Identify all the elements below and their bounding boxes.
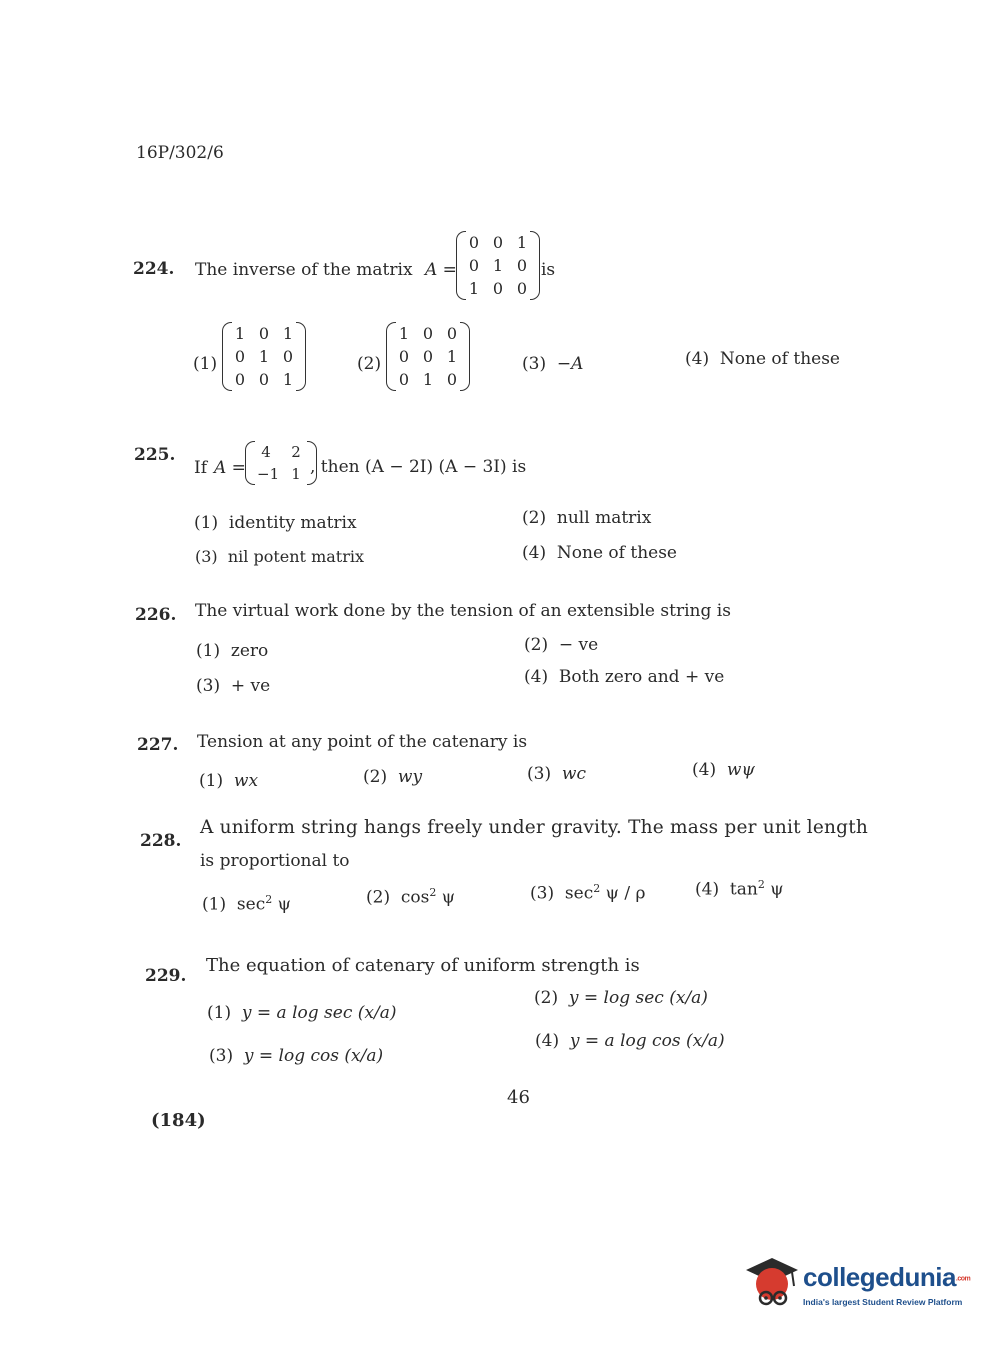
question-number: 225. — [134, 445, 176, 465]
option-3: (3) −A — [522, 354, 584, 374]
option-1: (1) y = a log sec (x/a) — [207, 1003, 397, 1023]
matrix-a: 4 2 −1 1 — [245, 441, 317, 485]
question-prefix: If — [194, 458, 208, 478]
option-1: (1) $\sec^2 \psi$ — [202, 893, 291, 915]
question-suffix: is — [541, 260, 556, 280]
option-1: (1) zero — [196, 641, 269, 661]
option-label: (1) — [193, 354, 218, 374]
option-2: (2) y = log sec (x/a) — [534, 988, 708, 1008]
option-4: (4) y = a log cos (x/a) — [535, 1031, 725, 1051]
option-1: (1) identity matrix — [194, 513, 357, 533]
matrix-lhs: A = — [425, 260, 457, 280]
logo-brand: collegedunia.com — [803, 1262, 971, 1292]
option-label: (2) — [357, 354, 382, 374]
question-stem-line-1: A uniform string hangs freely under gravity. The mass per unit length — [200, 817, 868, 838]
page-number: 46 — [507, 1087, 530, 1108]
option-4: (4) None of these — [522, 543, 677, 563]
option-4: (4) wψ — [692, 760, 755, 780]
booklet-code: (184) — [151, 1110, 206, 1131]
question-stem-line-2: is proportional to — [200, 851, 350, 871]
question-number: 226. — [135, 605, 177, 625]
option-2: (2) wy — [363, 767, 423, 787]
option-2: (2) − ve — [524, 635, 599, 655]
option-3: (3) $\sec^2 \psi$ / ρ — [530, 882, 646, 904]
matrix-a: 0 0 1 0 1 0 1 0 0 — [456, 231, 540, 300]
option-3: (3) y = log cos (x/a) — [209, 1046, 384, 1066]
question-number: 229. — [145, 966, 187, 986]
question-number: 224. — [133, 259, 175, 279]
question-number: 228. — [140, 831, 182, 851]
question-stem: The equation of catenary of uniform strength is — [206, 955, 640, 976]
paper-code: 16P/302/6 — [136, 143, 224, 163]
question-stem: Tension at any point of the catenary is — [197, 732, 528, 752]
question-stem: The inverse of the matrix — [195, 260, 413, 280]
question-number: 227. — [137, 735, 179, 755]
option-2: (2) $\cos^2 \psi$ — [366, 886, 456, 908]
question-stem: The virtual work done by the tension of an extensible string is — [195, 601, 731, 621]
option-4: (4) Both zero and + ve — [524, 667, 725, 687]
option-3: (3) + ve — [196, 676, 271, 696]
option-3: (3) nil potent matrix — [195, 547, 364, 566]
collegedunia-logo-icon — [742, 1252, 802, 1312]
matrix-lhs: A = — [214, 458, 246, 478]
option-4: (4) $\tan^2 \psi$ — [695, 878, 784, 900]
option-3: (3) wc — [527, 764, 586, 784]
question-stem: , then (A − 2I) (A − 3I) is — [310, 457, 527, 477]
option-4: (4) None of these — [685, 349, 840, 369]
option-2-matrix: 1 0 0 0 0 1 0 1 0 — [386, 322, 470, 391]
option-1: (1) wx — [199, 771, 259, 791]
logo-tagline: India's largest Student Review Platform — [803, 1297, 963, 1307]
option-2: (2) null matrix — [522, 508, 652, 528]
option-1-matrix: 1 0 1 0 1 0 0 0 1 — [222, 322, 306, 391]
